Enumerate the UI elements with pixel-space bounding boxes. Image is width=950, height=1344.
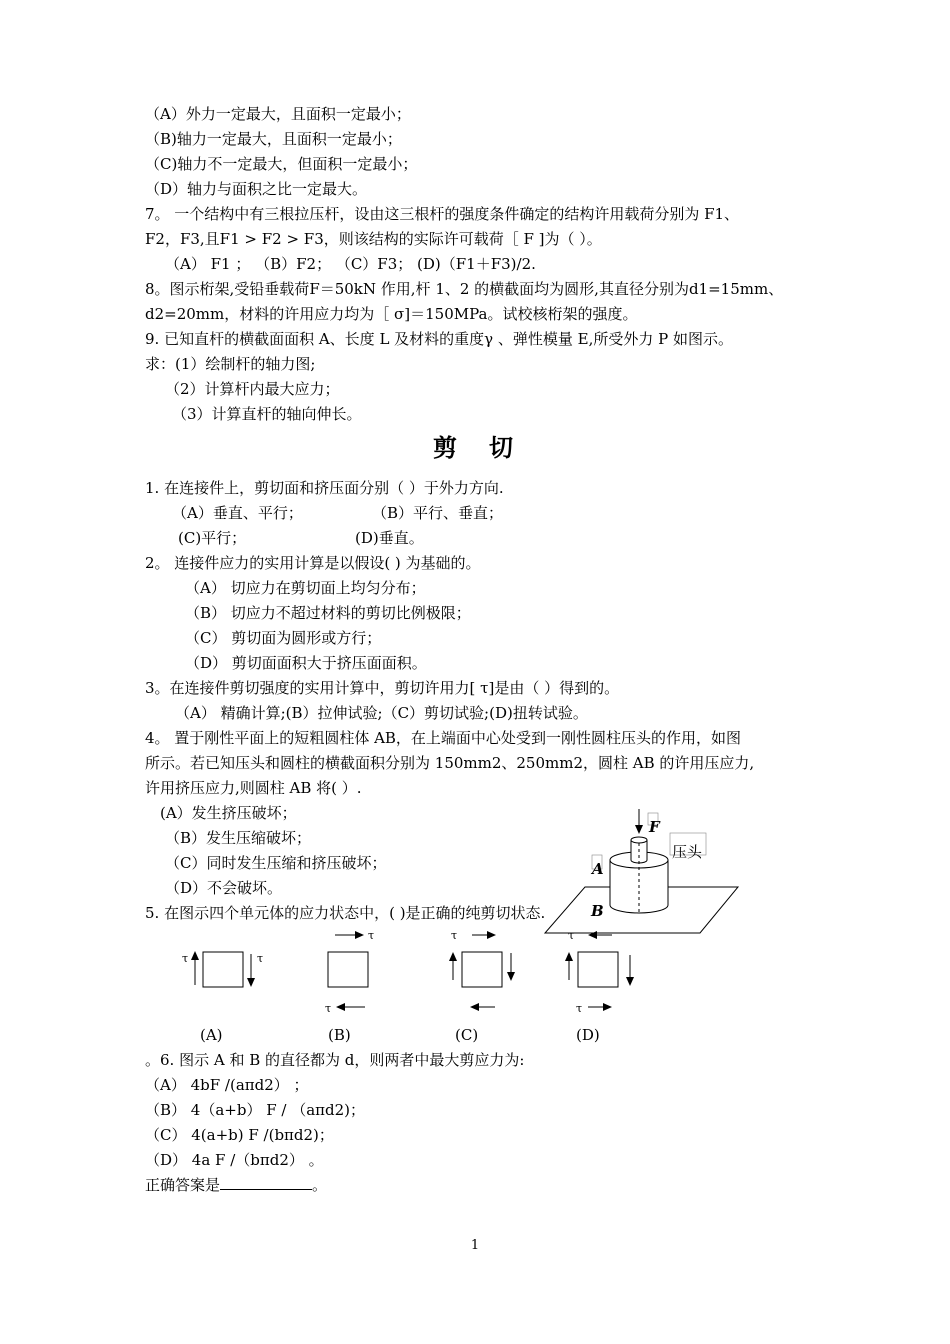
answer-prompt: 正确答案是 <box>145 1176 221 1194</box>
press-head-label: 压头 <box>672 843 703 861</box>
text-line: d2=20mm，材料的许用应力均为［ σ]＝150MPa。试校核桁架的强度。 <box>145 305 638 323</box>
option-label-b: (B) <box>328 1026 351 1044</box>
section-title: 剪 切 <box>433 433 517 462</box>
stress-element-diagrams <box>175 925 655 1020</box>
text-line: （3）计算直杆的轴向伸长。 <box>172 405 362 423</box>
text-line: （D） 剪切面面积大于挤压面面积。 <box>185 654 427 672</box>
text-line: （D）轴力与面积之比一定最大。 <box>145 180 368 198</box>
text-line: 求：(1）绘制杆的轴力图; <box>145 355 316 373</box>
text-line: (D)垂直。 <box>355 529 424 547</box>
question-2: 2。 连接件应力的实用计算是以假设( ) 为基础的。 <box>145 554 481 572</box>
text-line: （A） 4bF /(aπd2） ； <box>145 1076 309 1094</box>
text-line: （B）平行、垂直； <box>372 504 504 522</box>
answer-line <box>145 1175 327 1195</box>
text-line: （C）同时发生压缩和挤压破坏； <box>165 854 387 872</box>
text-line: （D）不会破坏。 <box>165 879 283 897</box>
question-6: 。6. 图示 A 和 B 的直径都为 d，则两者中最大剪应力为: <box>145 1051 525 1069</box>
question-7: 7。 一个结构中有三根拉压杆，设由这三根杆的强度条件确定的结构许用载荷分别为 F1、 <box>145 205 740 223</box>
text-line: （B)轴力一定最大，且面积一定最小； <box>145 130 402 148</box>
text-line: （C） 4(a+b) F /(bπd2)； <box>145 1126 334 1144</box>
question-9: 9. 已知直杆的横截面面积 A、长度 L 及材料的重度γ 、弹性模量 E,所受外力 P 如图示。 <box>145 330 734 348</box>
text-line: （C)轴力不一定最大，但面积一定最小； <box>145 155 418 173</box>
text-line: （B） 4（a+b） F / （aπd2)； <box>145 1101 366 1119</box>
tau-label: τ <box>325 1002 332 1015</box>
tau-label: τ <box>257 952 264 965</box>
point-a-label: A <box>592 860 604 878</box>
question-8: 8。图示桁架,受铅垂载荷F＝50kN 作用,杆 1、2 的横截面均为圆形,其直径分别为d1=15mm、 <box>145 280 784 298</box>
tau-label: τ <box>576 1002 583 1015</box>
cylinder-figure <box>540 805 750 945</box>
question-4: 4。 置于刚性平面上的短粗圆柱体 AB，在上端面中心处受到一刚性圆柱压头的作用，如图 <box>145 729 741 747</box>
option-label-c: (C) <box>455 1026 479 1044</box>
page-number: 1 <box>470 1238 480 1253</box>
text-line: 许用挤压应力,则圆柱 AB 将( ）. <box>145 779 362 797</box>
text-line: （A） 切应力在剪切面上均匀分布； <box>185 579 426 597</box>
text-line: （A）垂直、平行； <box>172 504 303 522</box>
option-label-d: (D) <box>576 1026 600 1044</box>
text-line: （D） 4a F /（bπd2） 。 <box>145 1151 324 1169</box>
text-line: （B） 切应力不超过材料的剪切比例极限； <box>185 604 471 622</box>
question-3: 3。在连接件剪切强度的实用计算中，剪切许用力[ τ]是由（ ）得到的。 <box>145 679 620 697</box>
question-1: 1. 在连接件上，剪切面和挤压面分别（ ）于外力方向. <box>145 479 504 497</box>
text-line: （B）发生压缩破坏； <box>165 829 312 847</box>
text-line: （C） 剪切面为圆形或方行； <box>185 629 382 647</box>
tau-label: τ <box>368 929 375 942</box>
text-line: (A）发生挤压破坏； <box>160 804 297 822</box>
text-line: F2，F3,且F1 > F2 > F3，则该结构的实际许可载荷［ F ]为（ ）。 <box>145 230 602 248</box>
point-b-label: B <box>591 902 604 920</box>
answer-blank[interactable] <box>220 1175 312 1190</box>
tau-label: τ <box>451 929 458 942</box>
text-line: (C)平行； <box>178 529 247 547</box>
option-label-a: (A) <box>200 1026 223 1044</box>
text-line: （A）外力一定最大，且面积一定最小； <box>145 105 411 123</box>
tau-label: τ <box>568 929 575 942</box>
tau-label: τ <box>182 952 189 965</box>
answer-suffix: 。 <box>312 1176 328 1194</box>
text-line: 所示。若已知压头和圆柱的横截面积分别为 150mm2、250mm2，圆柱 AB 的许用压应力, <box>145 754 755 772</box>
text-line: （A） F1 ； （B）F2； （C）F3； (D)（F1＋F3)/2. <box>165 255 536 273</box>
text-line: （A） 精确计算;(B）拉伸试验;（C）剪切试验;(D)扭转试验。 <box>175 704 588 722</box>
text-line: （2）计算杆内最大应力； <box>165 380 340 398</box>
question-5: 5. 在图示四个单元体的应力状态中，( )是正确的纯剪切状态. <box>145 904 546 922</box>
force-label: F <box>649 818 660 836</box>
